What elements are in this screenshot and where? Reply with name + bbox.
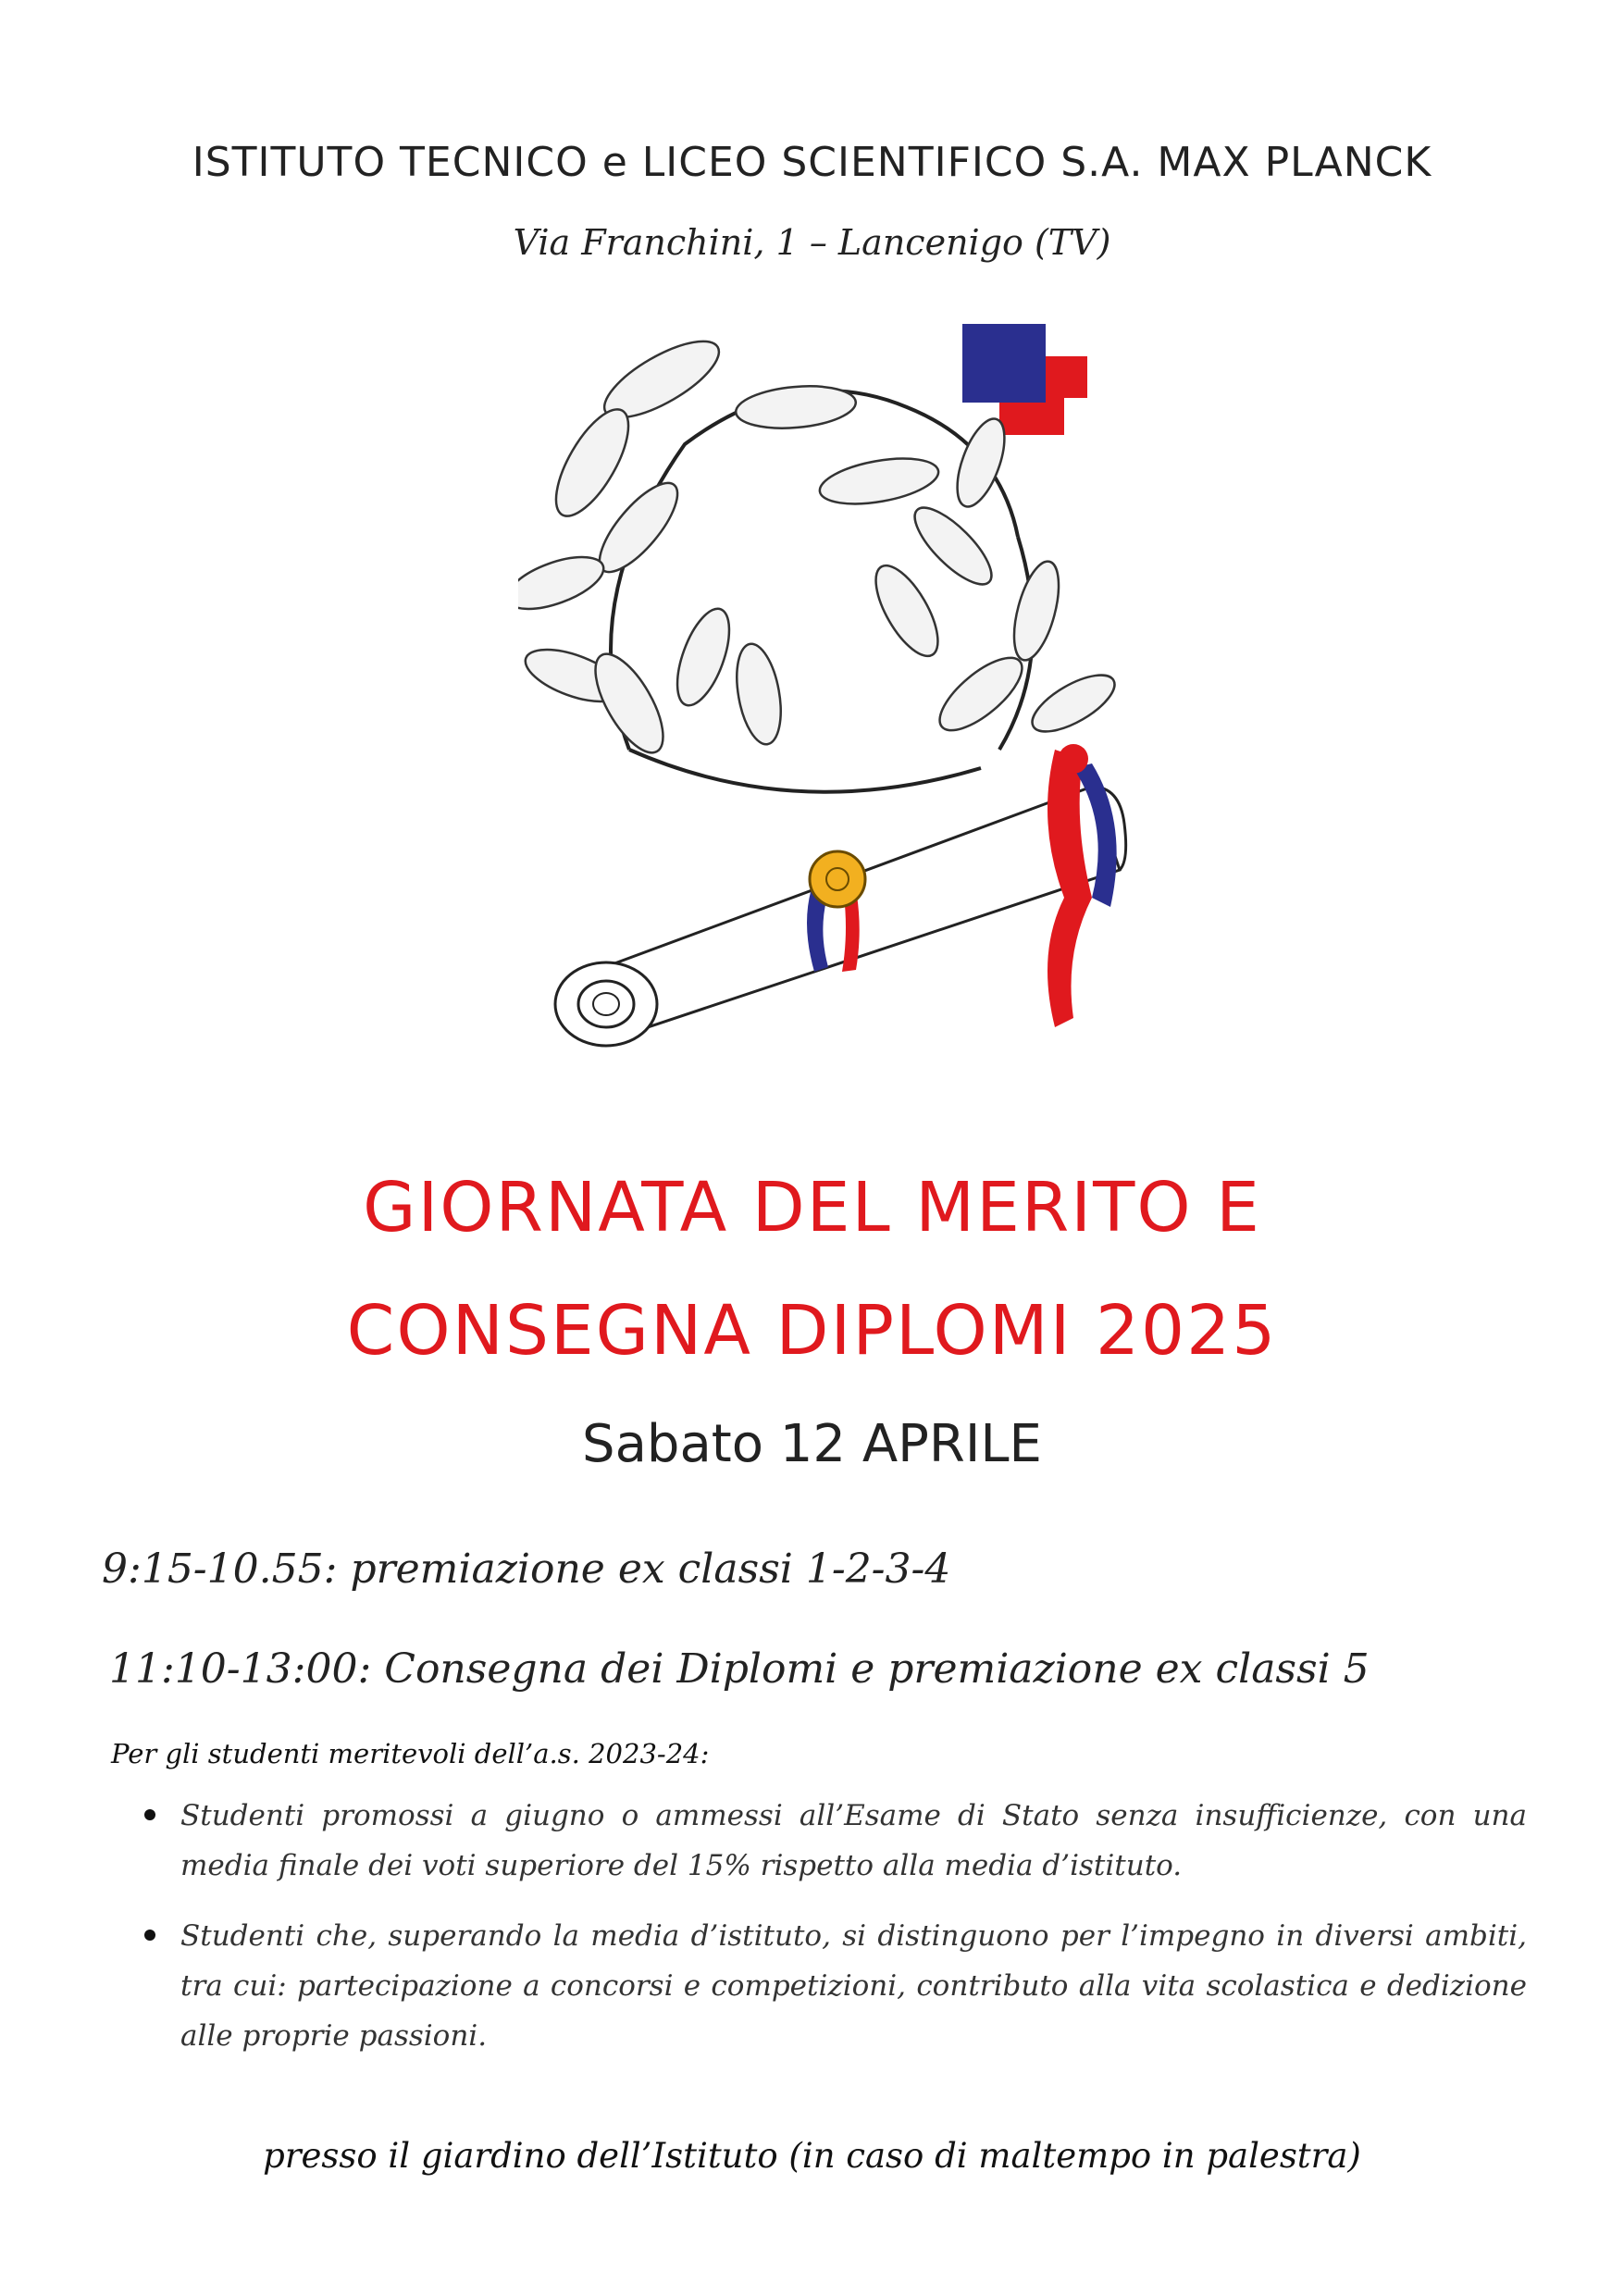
- school-logo-icon: [962, 324, 1087, 435]
- event-venue: presso il giardino dell’Istituto (in caso di maltempo in palestra): [263, 2136, 1361, 2176]
- event-date: Sabato 12 APRILE: [582, 1414, 1042, 1474]
- diploma-scroll-icon: [555, 787, 1126, 1046]
- wax-seal-icon: [810, 851, 865, 907]
- laurel-diploma-illustration: [518, 305, 1166, 1101]
- criteria-item: [139, 1791, 1527, 1891]
- bullet-icon: [144, 1930, 155, 1941]
- school-address: Via Franchini, 1 – Lancenigo (TV): [513, 222, 1111, 263]
- criteria-list: [139, 1791, 1527, 2081]
- criteria-item-text: Studenti promossi a giugno o ammessi all’Esame di Stato senza insufficienze, con una media finale dei voti superiore del 15% rispetto alla media d’istituto.: [180, 1799, 1527, 1882]
- school-name: ISTITUTO TECNICO e LICEO SCIENTIFICO S.A. MAX PLANCK: [192, 139, 1432, 186]
- schedule-slot-late-morning: 11:10-13:00: Consegna dei Diplomi e premiazione ex classi 5: [109, 1645, 1370, 1693]
- criteria-item-text: Studenti che, superando la media d’istituto, si distinguono per l’impegno in diversi ambiti, tra cui: partecipazione a concorsi e competizioni, contributo alla vita scolastica e dedizione alle proprie passioni.: [180, 1919, 1527, 2053]
- criteria-item: [139, 1911, 1527, 2061]
- bullet-icon: [144, 1809, 155, 1820]
- event-title-line-1: GIORNATA DEL MERITO E: [363, 1168, 1261, 1247]
- schedule-slot-morning: 9:15-10.55: premiazione ex classi 1-2-3-4: [102, 1545, 951, 1593]
- event-title-line-2: CONSEGNA DIPLOMI 2025: [346, 1291, 1278, 1371]
- criteria-intro: Per gli studenti meritevoli dell’a.s. 2023-24:: [111, 1738, 710, 1769]
